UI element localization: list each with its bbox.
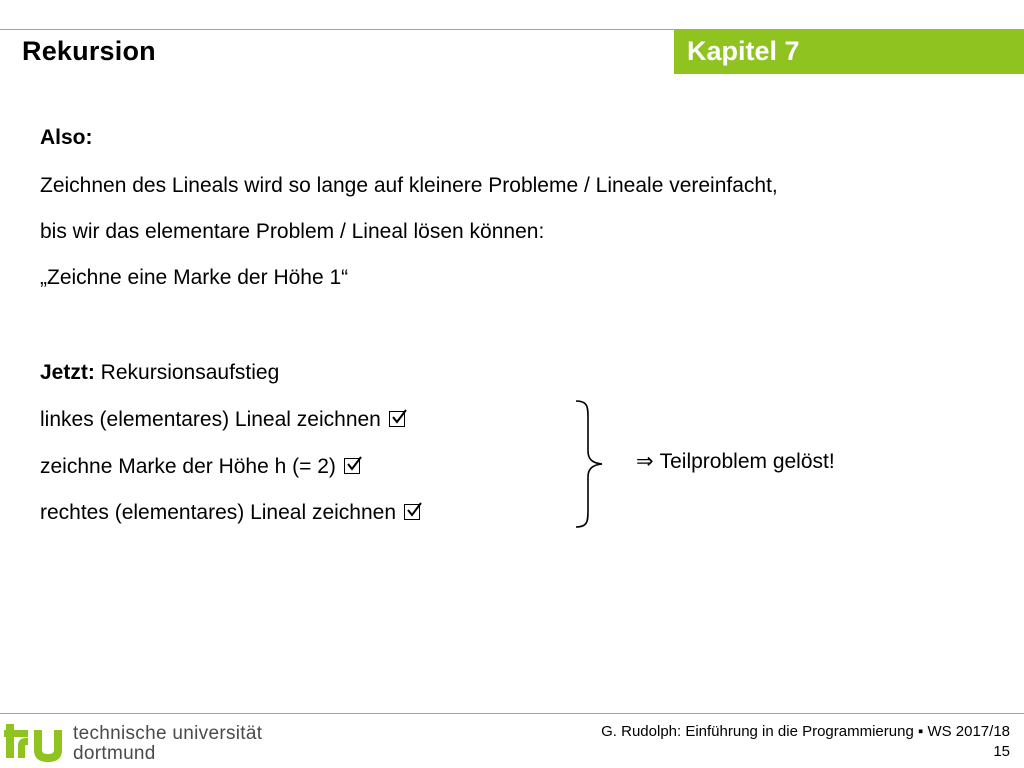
- right-brace-icon: [572, 399, 612, 529]
- tu-logo: [4, 716, 68, 766]
- implies-arrow-icon: ⇒: [636, 449, 654, 473]
- text-line-3: „Zeichne eine Marke der Höhe 1“: [40, 266, 349, 289]
- heading-jetzt-rest: Rekursionsaufstieg: [94, 361, 280, 384]
- checked-box-icon: [389, 411, 405, 427]
- university-line-2: dortmund: [73, 743, 156, 764]
- list-item: [40, 453, 360, 481]
- list-item-text: zeichne Marke der Höhe h (= 2): [40, 455, 336, 478]
- heading-jetzt: Jetzt:: [40, 361, 95, 384]
- university-line-1: technische universität: [73, 723, 263, 744]
- slide-title: Rekursion: [22, 36, 156, 66]
- page-number: 15: [993, 743, 1010, 760]
- chapter-label: Kapitel 7: [687, 36, 800, 66]
- text-line-1: Zeichnen des Lineals wird so lange auf kleinere Probleme / Lineale vereinfacht,: [40, 174, 778, 197]
- footer-rule: [0, 713, 1024, 714]
- checked-box-icon: [404, 504, 420, 520]
- list-item-text: rechtes (elementares) Lineal zeichnen: [40, 501, 397, 524]
- result-line: [636, 449, 835, 474]
- heading-also: Also:: [40, 126, 93, 149]
- list-item: [40, 406, 405, 434]
- checked-box-icon: [344, 458, 360, 474]
- course-credit: G. Rudolph: Einführung in die Programmierung ▪ WS 2017/18: [601, 723, 1010, 740]
- heading-jetzt-row: [40, 359, 279, 387]
- result-text: Teilproblem gelöst!: [659, 450, 835, 473]
- text-line-2: bis wir das elementare Problem / Lineal lösen können:: [40, 220, 545, 243]
- list-item-text: linkes (elementares) Lineal zeichnen: [40, 408, 381, 431]
- footer-credit: [601, 722, 1010, 762]
- chapter-badge: [674, 30, 1024, 74]
- university-name: [73, 724, 262, 764]
- list-item: [40, 499, 420, 527]
